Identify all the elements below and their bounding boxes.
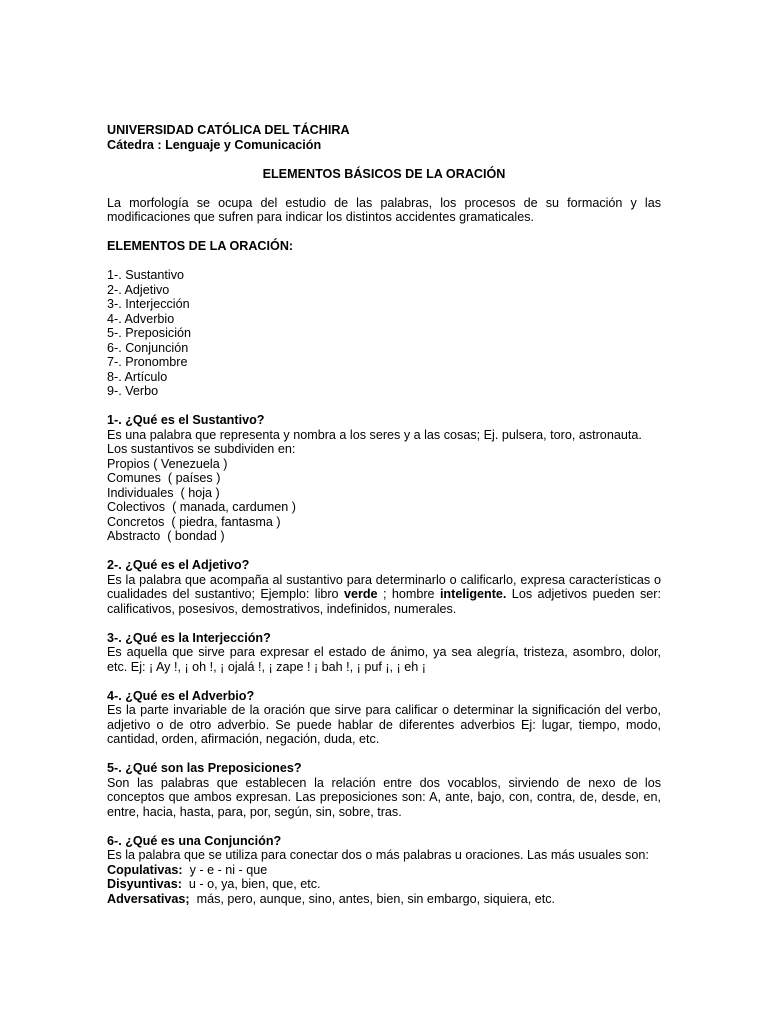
adjetivo-text-1: Es la palabra que acompaña al sustantivo para determinarlo o calificarlo, expresa características o cualidades del sustantivo; Ejemplo: libro [107,572,661,601]
list-item: 8-. Artículo [107,369,168,384]
list-item: Concretos ( piedra, fantasma ) [107,514,281,529]
spacer [107,616,661,631]
list-item: 1-. Sustantivo [107,268,185,282]
list-item: 9-. Verbo [107,384,159,398]
list-item: 2-. Adjetivo [107,282,170,297]
interjeccion-heading: 3-. ¿Qué es la Interjección? [107,630,271,645]
list-item [107,877,661,892]
document-page [107,123,661,906]
list-item: 7-. Pronombre [107,355,188,369]
list-item: Comunes ( países ) [107,471,221,485]
spacer [107,747,661,762]
adjetivo-heading: 2-. ¿Qué es el Adjetivo? [107,558,250,572]
sustantivo-subdivide: Los sustantivos se subdividen en: [107,442,296,456]
adjetivo-paragraph [107,573,661,617]
adjetivo-text-2: ; hombre [377,587,440,601]
spacer [107,225,661,240]
chair-name: Cátedra : Lenguaje y Comunicación [107,137,322,152]
list-item: Abstracto ( bondad ) [107,529,225,543]
list-item [107,892,661,907]
conjuncion-type-value: u - o, ya, bien, que, etc. [181,877,321,891]
intro-paragraph: La morfología se ocupa del estudio de las palabras, los procesos de su formación y las modificaciones que sufren para indicar los distintos accidentes gramaticales. [107,195,661,224]
sustantivo-definition: Es una palabra que representa y nombra a los seres y a las cosas; Ej. pulsera, toro, astronauta. [107,427,642,442]
conjuncion-type-value: y - e - ni - que [182,862,268,877]
spacer [107,544,661,559]
interjeccion-paragraph: Es aquella que sirve para expresar el estado de ánimo, ya sea alegría, tristeza, asombro, dolor, etc. Ej: ¡ Ay !, ¡ oh !, ¡ ojalá !, ¡ zape ! ¡ bah !, ¡ puf ¡, ¡ eh ¡ [107,645,661,674]
elements-heading: ELEMENTOS DE LA ORACIÓN: [107,239,294,253]
list-item: 3-. Interjección [107,297,190,311]
conjuncion-type-label: Copulativas: [107,862,183,877]
spacer [107,181,661,196]
adjetivo-example-inteligente: inteligente. [439,587,507,601]
document-title: ELEMENTOS BÁSICOS DE LA ORACIÓN [262,166,506,181]
elements-list [107,268,661,399]
list-item: Individuales ( hoja ) [107,485,220,500]
list-item [107,863,661,878]
preposiciones-heading: 5-. ¿Qué son las Preposiciones? [107,761,302,775]
conjuncion-type-value: más, pero, aunque, sino, antes, bien, sin embargo, siquiera, etc. [189,891,556,906]
spacer [107,254,661,269]
list-item: 5-. Preposición [107,326,191,340]
adjetivo-example-verde: verde [343,587,378,601]
conjuncion-heading: 6-. ¿Qué es una Conjunción? [107,833,282,848]
university-name: UNIVERSIDAD CATÓLICA DEL TÁCHIRA [107,123,350,137]
list-item: 4-. Adverbio [107,311,175,326]
preposiciones-paragraph: Son las palabras que establecen la relación entre dos vocablos, sirviendo de nexo de los conceptos que ambos expresan. Las preposiciones son: A, ante, bajo, con, contra, de, desde, en, entre, hacia, hasta, para, por, según, sin, sobre, tras. [107,775,661,819]
adjetivo-text-3: Los adjetivos pueden ser: calificativos, posesivos, demostrativos, indefinidos, numerales. [107,587,661,616]
conjuncion-types-list [107,863,661,907]
spacer [107,674,661,689]
sustantivo-heading: 1-. ¿Qué es el Sustantivo? [107,413,265,427]
list-item: Propios ( Venezuela ) [107,456,228,471]
conjuncion-type-label: Adversativas; [107,891,190,906]
spacer [107,819,661,834]
conjuncion-type-label: Disyuntivas: [107,877,182,891]
sustantivo-types-list [107,457,661,544]
conjuncion-paragraph: Es la palabra que se utiliza para conectar dos o más palabras u oraciones. Las más usuales son: [107,848,649,862]
spacer [107,399,661,414]
list-item: Colectivos ( manada, cardumen ) [107,500,296,514]
adverbio-paragraph: Es la parte invariable de la oración que sirve para calificar o determinar la significación del verbo, adjetivo o de otro adverbio. Se puede hablar de diferentes adverbios Ej: lugar, tiempo, modo, cantidad, orden, afirmación, negación, duda, etc. [107,703,661,746]
adverbio-heading: 4-. ¿Qué es el Adverbio? [107,688,255,703]
spacer [107,152,661,167]
list-item: 6-. Conjunción [107,340,189,355]
